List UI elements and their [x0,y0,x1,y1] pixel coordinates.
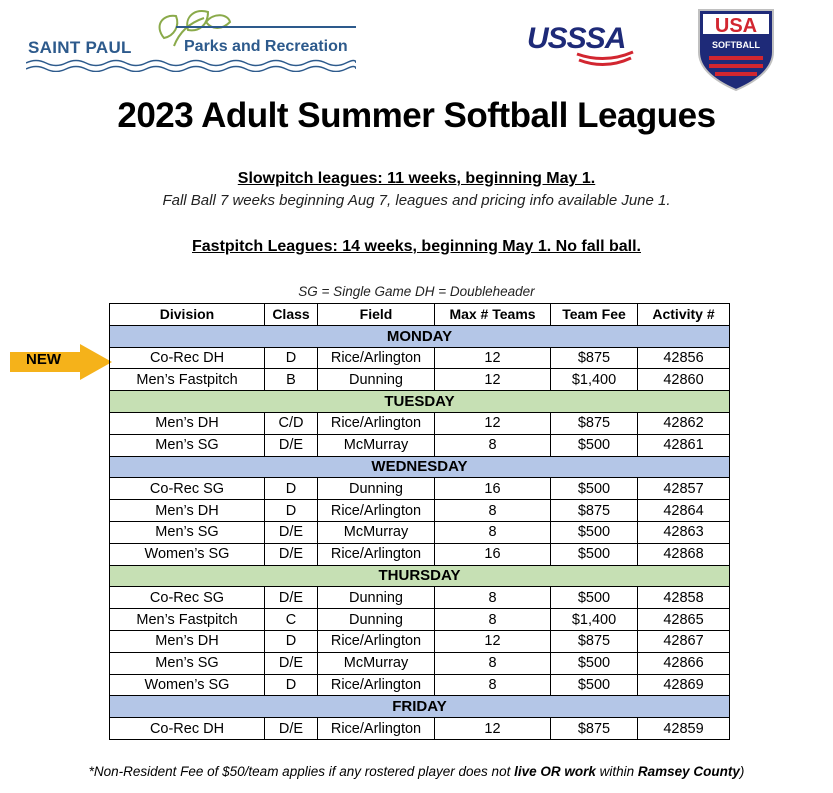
cell-field: Rice/Arlington [318,412,435,434]
table-row [110,369,730,391]
cell-field: Dunning [318,587,435,609]
cell-max-teams: 16 [435,478,551,500]
cell-max-teams: 8 [435,609,551,631]
cell-team-fee: $500 [551,674,638,696]
header-class: Class [265,304,318,326]
cell-max-teams: 12 [435,718,551,740]
cell-division: Men’s DH [110,412,265,434]
cell-team-fee: $500 [551,478,638,500]
fall-ball-info: Fall Ball 7 weeks beginning Aug 7, leagues and pricing info available June 1. [162,192,671,209]
cell-field: McMurray [318,652,435,674]
cell-team-fee: $500 [551,434,638,456]
cell-team-fee: $500 [551,543,638,565]
cell-class: D [265,630,318,652]
table-row [110,478,730,500]
cell-class: C/D [265,412,318,434]
slowpitch-info: Slowpitch leagues: 11 weeks, beginning May 1. [237,170,596,187]
footnote [0,764,833,779]
table-row [110,347,730,369]
cell-division: Men’s SG [110,652,265,674]
cell-field: Dunning [318,609,435,631]
cell-field: McMurray [318,521,435,543]
cell-class: D/E [265,652,318,674]
softball-logo-text: SOFTBALL [712,40,760,50]
cell-class: D [265,500,318,522]
table-row [110,652,730,674]
cell-division: Women’s SG [110,543,265,565]
table-row [110,412,730,434]
table-row [110,674,730,696]
leagues-table [109,303,730,740]
cell-max-teams: 8 [435,521,551,543]
org-department: Parks and Recreation [184,38,348,55]
day-row-thursday [110,565,730,587]
cell-activity: 42869 [638,674,730,696]
cell-class: C [265,609,318,631]
cell-team-fee: $500 [551,587,638,609]
cell-activity: 42861 [638,434,730,456]
cell-activity: 42868 [638,543,730,565]
footnote-text-3: ) [739,764,745,779]
footnote-text-2: within [595,764,638,779]
cell-max-teams: 12 [435,412,551,434]
footnote-text: *Non-Resident Fee of $50/team applies if any rostered player does not [88,764,515,779]
cell-max-teams: 16 [435,543,551,565]
day-label: FRIDAY [110,696,730,718]
cell-division: Men’s DH [110,500,265,522]
cell-team-fee: $1,400 [551,609,638,631]
cell-field: McMurray [318,434,435,456]
cell-class: D/E [265,434,318,456]
cell-division: Co-Rec SG [110,587,265,609]
cell-division: Men’s SG [110,521,265,543]
cell-team-fee: $875 [551,630,638,652]
cell-team-fee: $875 [551,347,638,369]
cell-class: D [265,478,318,500]
cell-division: Men’s DH [110,630,265,652]
header-division: Division [110,304,265,326]
wave-icon [26,58,356,72]
cell-team-fee: $875 [551,412,638,434]
cell-field: Rice/Arlington [318,347,435,369]
cell-division: Women’s SG [110,674,265,696]
cell-max-teams: 8 [435,500,551,522]
cell-field: Rice/Arlington [318,543,435,565]
table-row [110,609,730,631]
cell-division: Co-Rec SG [110,478,265,500]
table-row [110,587,730,609]
header-team-fee: Team Fee [551,304,638,326]
cell-activity: 42860 [638,369,730,391]
cell-field: Dunning [318,369,435,391]
logo-divider [176,26,356,28]
usssa-stripes-icon [575,50,635,70]
cell-field: Dunning [318,478,435,500]
cell-class: D/E [265,521,318,543]
header-max-teams: Max # Teams [435,304,551,326]
cell-field: Rice/Arlington [318,500,435,522]
cell-class: D [265,674,318,696]
usssa-wordmark: USSSA [527,22,626,55]
new-badge: NEW [26,351,61,368]
cell-class: D/E [265,587,318,609]
footnote-bold-county: Ramsey County [637,764,740,779]
cell-field: Rice/Arlington [318,718,435,740]
cell-max-teams: 8 [435,434,551,456]
org-name: SAINT PAUL [28,38,132,57]
cell-max-teams: 12 [435,369,551,391]
cell-team-fee: $875 [551,500,638,522]
day-row-monday [110,325,730,347]
day-row-friday [110,696,730,718]
day-row-wednesday [110,456,730,478]
cell-activity: 42865 [638,609,730,631]
cell-field: Rice/Arlington [318,674,435,696]
page-title: 2023 Adult Summer Softball Leagues [117,96,716,135]
table-row [110,500,730,522]
header-field: Field [318,304,435,326]
cell-max-teams: 12 [435,630,551,652]
cell-activity: 42859 [638,718,730,740]
cell-activity: 42866 [638,652,730,674]
cell-activity: 42864 [638,500,730,522]
table-row [110,543,730,565]
cell-division: Co-Rec DH [110,347,265,369]
day-row-tuesday [110,391,730,413]
cell-team-fee: $500 [551,652,638,674]
cell-activity: 42858 [638,587,730,609]
cell-class: B [265,369,318,391]
day-label: MONDAY [110,325,730,347]
cell-class: D/E [265,543,318,565]
cell-activity: 42867 [638,630,730,652]
cell-activity: 42857 [638,478,730,500]
cell-team-fee: $875 [551,718,638,740]
cell-team-fee: $500 [551,521,638,543]
cell-field: Rice/Arlington [318,630,435,652]
table-body [110,325,730,739]
table-row [110,630,730,652]
saint-paul-logo [26,8,356,68]
cell-max-teams: 12 [435,347,551,369]
day-label: WEDNESDAY [110,456,730,478]
cell-division: Co-Rec DH [110,718,265,740]
cell-team-fee: $1,400 [551,369,638,391]
table-row [110,718,730,740]
day-label: TUESDAY [110,391,730,413]
table-header-row [110,304,730,326]
cell-max-teams: 8 [435,674,551,696]
cell-class: D/E [265,718,318,740]
day-label: THURSDAY [110,565,730,587]
cell-division: Men’s Fastpitch [110,369,265,391]
table-row [110,434,730,456]
cell-division: Men’s Fastpitch [110,609,265,631]
usa-logo-text: USA [714,15,758,37]
usssa-logo [527,22,677,72]
cell-max-teams: 8 [435,587,551,609]
cell-activity: 42856 [638,347,730,369]
footnote-bold-live-work: live OR work [514,764,596,779]
abbreviation-legend: SG = Single Game DH = Doubleheader [298,284,535,299]
table-row [110,521,730,543]
cell-activity: 42863 [638,521,730,543]
header-activity: Activity # [638,304,730,326]
cell-max-teams: 8 [435,652,551,674]
usa-softball-logo [695,8,777,92]
fastpitch-info: Fastpitch Leagues: 14 weeks, beginning May 1. No fall ball. [192,238,641,255]
cell-activity: 42862 [638,412,730,434]
cell-class: D [265,347,318,369]
cell-division: Men’s SG [110,434,265,456]
